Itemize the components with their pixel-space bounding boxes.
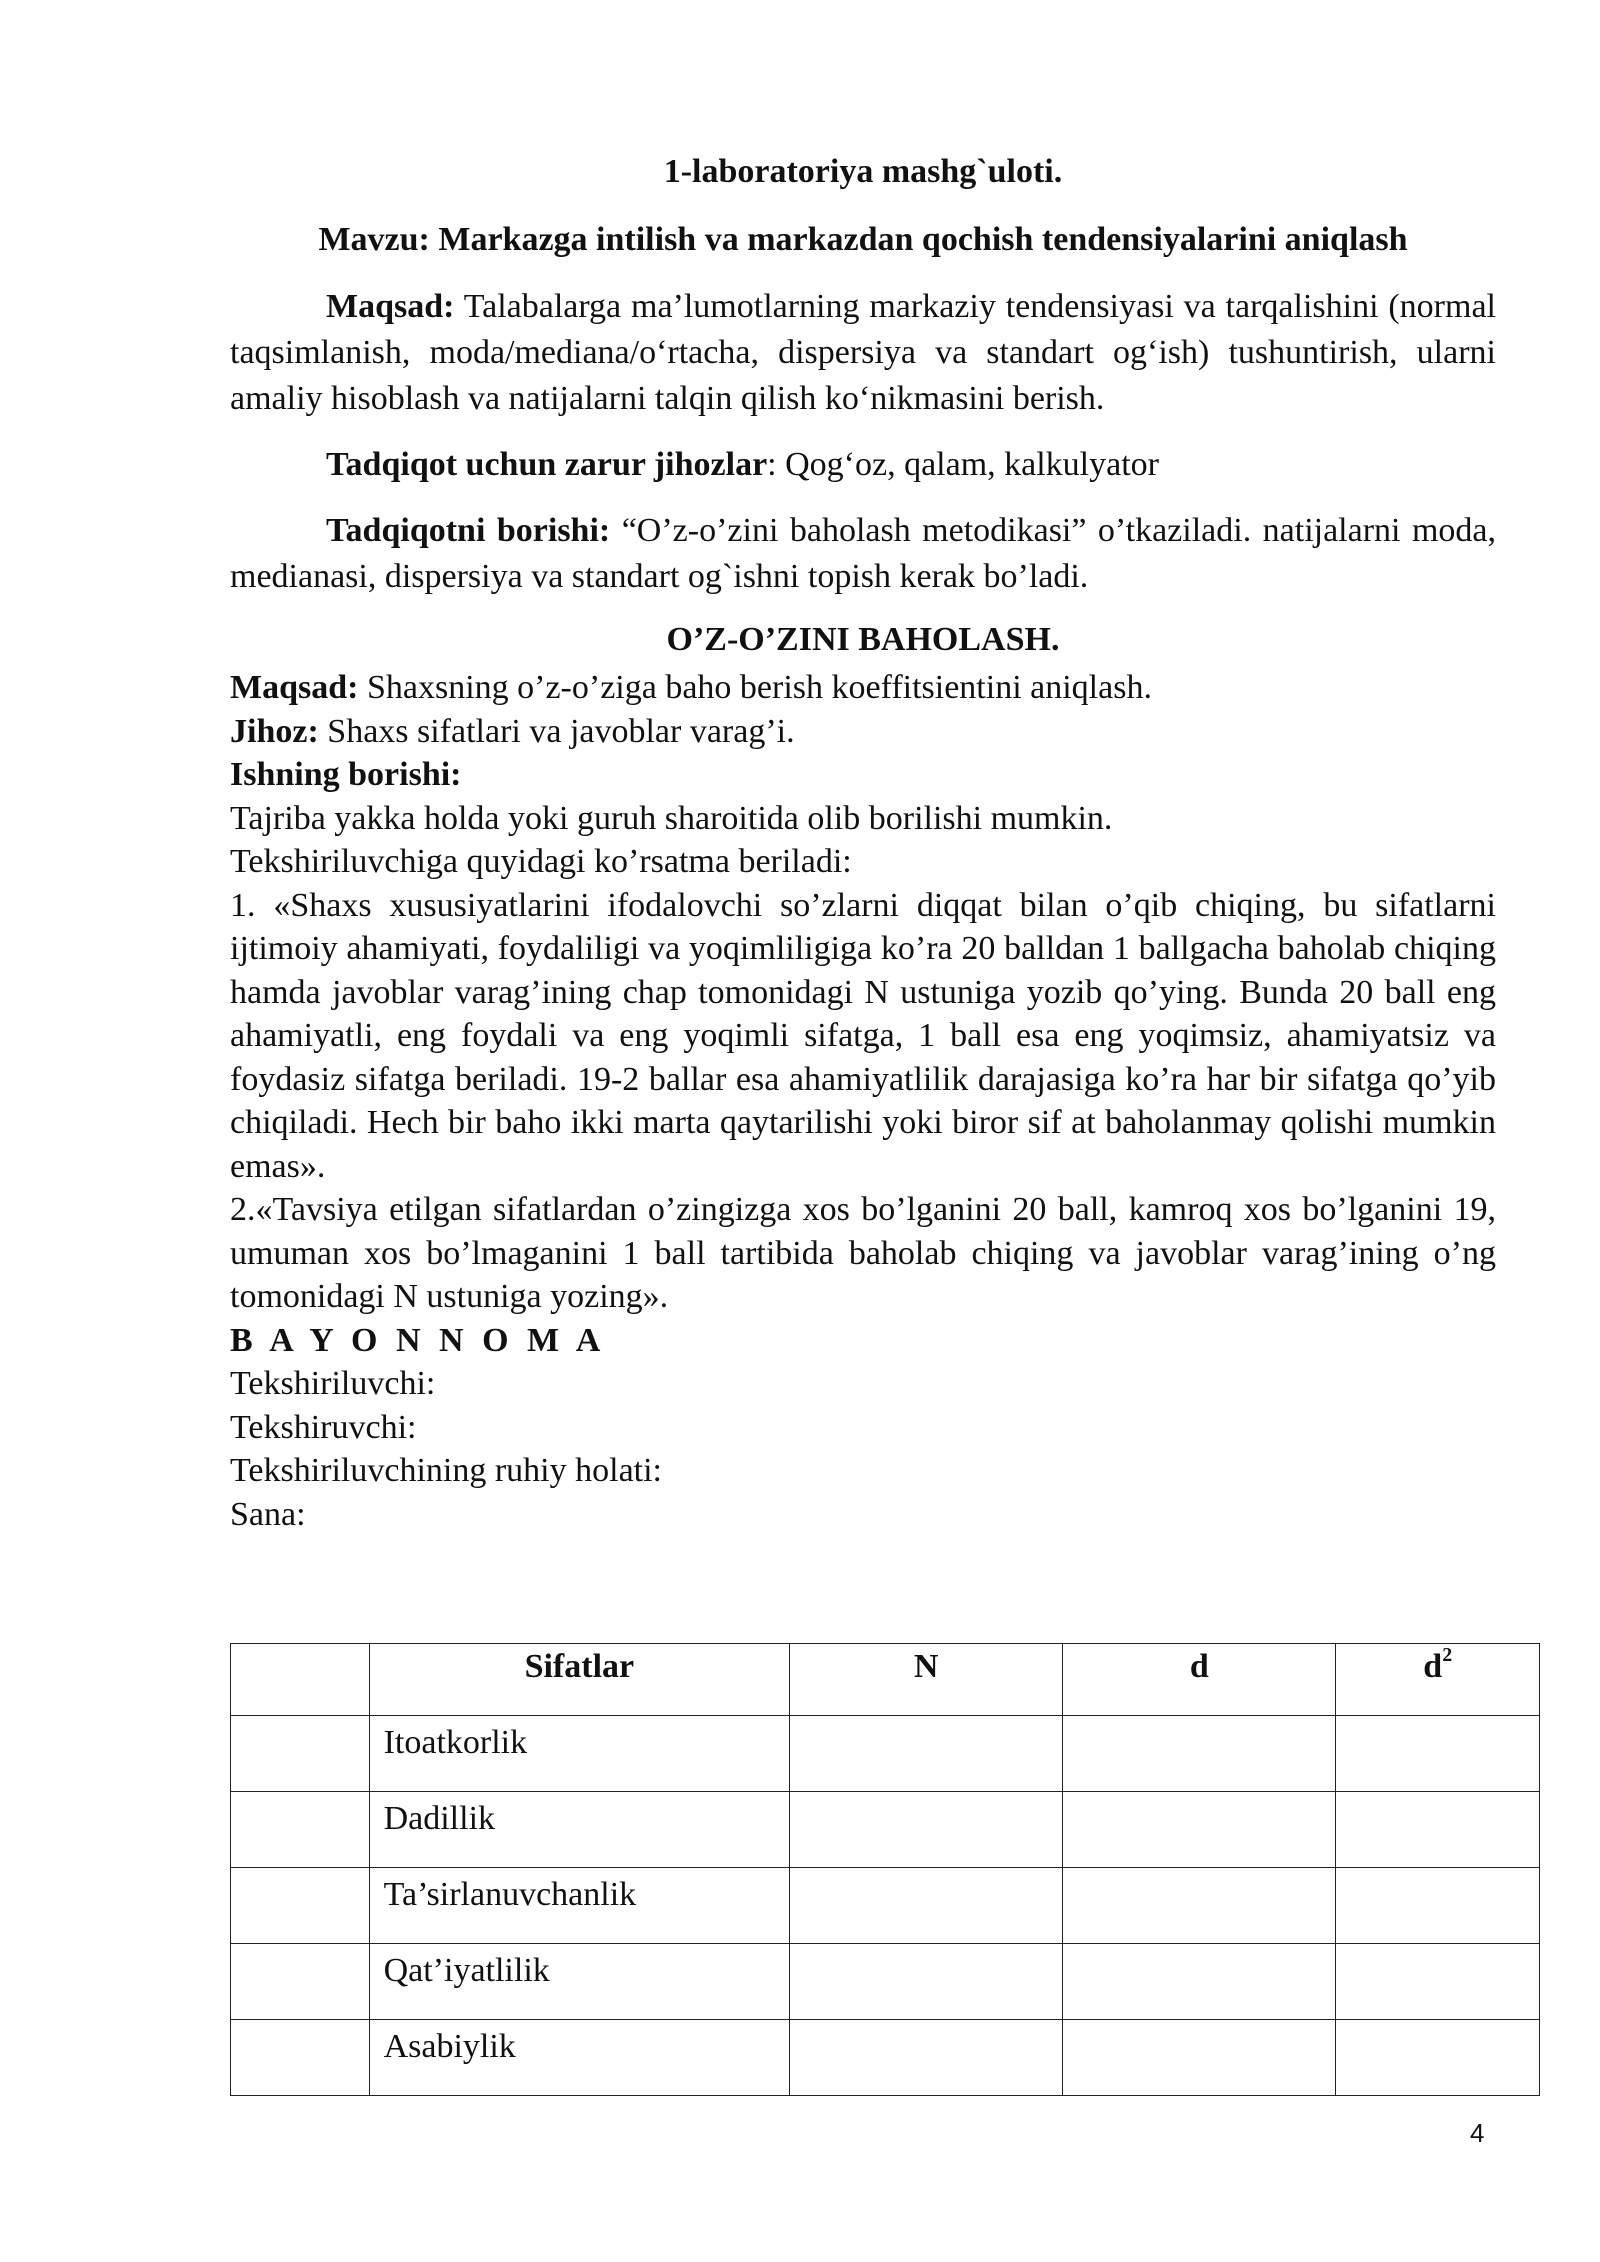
n-cell: [790, 1944, 1063, 2020]
goal-paragraph: [230, 284, 1496, 422]
report-heading: B A Y O N N O M A: [230, 1321, 606, 1359]
lab-title: 1-laboratoriya mashg`uloti.: [663, 153, 1063, 190]
section-equipment-label: Jihoz:: [230, 712, 319, 750]
d2-cell: [1336, 2020, 1540, 2096]
header-qualities: Sifatlar: [369, 1644, 790, 1716]
section-equipment: [230, 710, 1496, 754]
d2-cell: [1336, 1792, 1540, 1868]
quality-cell: Asabiylik: [369, 2020, 790, 2096]
header-d: d: [1063, 1644, 1336, 1716]
section-equipment-text: Shaxs sifatlari va javoblar varag’i.: [318, 712, 795, 750]
row-number-cell: [231, 1792, 370, 1868]
section-goal-label: Maqsad:: [230, 669, 359, 706]
row-number-cell: [231, 1944, 370, 2020]
d-cell: [1063, 1944, 1336, 2020]
table-header-row: [231, 1644, 1540, 1716]
equipment-text: : Qog‘oz, qalam, kalkulyator: [767, 446, 1159, 483]
work-label: Ishning borishi:: [230, 756, 462, 793]
header-d-squared: [1336, 1644, 1540, 1716]
instruction-2: 2.«Tavsiya etilgan sifatlardan o’zingizga xos bo’lganini 20 ball, kamroq xos bo’lganini 19, umuman xos bo’lmaganini 1 ball tartibida baholab chiqing va javoblar varag’ining o’ng tomonidagi N ustuniga yozing».: [230, 1191, 1496, 1315]
date-field: Sana:: [230, 1495, 306, 1533]
d-cell: [1063, 2020, 1336, 2096]
d-cell: [1063, 1792, 1336, 1868]
instruction-1: 1. «Shaxs xususiyatlarini ifodalovchi so’zlarni diqqat bilan o’qib chiqing, bu sifatlarni ijtimoiy ahamiyati, foydaliligi va yoqimliligiga ko’ra 20 balldan 1 ballgacha baholab chiqing hamda javoblar varag’ining chap tomonidagi N ustuniga yozib qo’ying. Bunda 20 ball eng ahamiyatli, eng foydali va eng yoqimli sifatga, 1 ball esa eng yoqimsiz, ahamiyatsiz va foydasiz sifatga beriladi. 19-2 ballar esa ahamiyatlilik darajasiga ko’ra har bir sifatga qo’yib chiqiladi. Hech bir baho ikki marta qaytarilishi yoki biror sif at baholanmay qolishi mumkin emas».: [230, 886, 1496, 1185]
state-field: Tekshiriluvchining ruhiy holati:: [230, 1452, 663, 1489]
table-row: [231, 1716, 1540, 1792]
procedure-label: Tadqiqotni borishi:: [326, 512, 611, 549]
section-heading: O’Z-O’ZINI BAHOLASH.: [666, 621, 1060, 658]
equipment-paragraph: [230, 442, 1496, 488]
goal-text: Talabalarga ma’lumotlarning markaziy tendensiyasi va tarqalishini (normal taqsimlanish, moda/mediana/o‘rtacha, dispersiya va standart og‘ish) tushuntirish, ularni amaliy hisoblash va natijalarni talqin qilish ko‘nikmasini berish.: [230, 288, 1496, 417]
examiner-field: Tekshiruvchi:: [230, 1408, 417, 1446]
table-row: [231, 1868, 1540, 1944]
qualities-table: [230, 1643, 1540, 2096]
row-number-cell: [231, 1868, 370, 1944]
topic-title: Mavzu: Markazga intilish va markazdan qochish tendensiyalarini aniqlash: [318, 221, 1408, 258]
procedure-text: “O’z-o’zini baholash metodikasi” o’tkaziladi. natijalarni moda, medianasi, dispersiya va standart og`ishni topish kerak bo’ladi.: [230, 512, 1496, 595]
n-cell: [790, 1792, 1063, 1868]
goal-label: Maqsad:: [326, 288, 455, 325]
d2-cell: [1336, 1944, 1540, 2020]
n-cell: [790, 2020, 1063, 2096]
row-number-cell: [231, 2020, 370, 2096]
n-cell: [790, 1716, 1063, 1792]
section-goal: [230, 666, 1496, 710]
procedure-paragraph: [230, 508, 1496, 600]
quality-cell: Qat’iyatlilik: [369, 1944, 790, 2020]
header-n: N: [790, 1644, 1063, 1716]
d-cell: [1063, 1716, 1336, 1792]
quality-cell: Ta’sirlanuvchanlik: [369, 1868, 790, 1944]
section-goal-text: Shaxsning o’z-o’ziga baho berish koeffitsientini aniqlash.: [358, 669, 1152, 706]
d2-cell: [1336, 1868, 1540, 1944]
quality-cell: Dadillik: [369, 1792, 790, 1868]
page-number: 4: [1470, 2118, 1485, 2148]
equipment-label: Tadqiqot uchun zarur jihozlar: [326, 446, 768, 483]
document-body: [230, 150, 1496, 1536]
d2-cell: [1336, 1716, 1540, 1792]
header-d2-sup: 2: [1442, 1644, 1453, 1666]
quality-cell: Itoatkorlik: [369, 1716, 790, 1792]
header-d2-base: d: [1423, 1648, 1443, 1685]
header-blank: [231, 1644, 370, 1716]
work-line-1: Tajriba yakka holda yoki guruh sharoitida olib borilishi mumkin.: [230, 799, 1113, 837]
table-row: [231, 1944, 1540, 2020]
work-line-2: Tekshiriluvchiga quyidagi ko’rsatma beriladi:: [230, 843, 852, 880]
table-row: [231, 1792, 1540, 1868]
n-cell: [790, 1868, 1063, 1944]
subject-field: Tekshiriluvchi:: [230, 1365, 436, 1402]
table-row: [231, 2020, 1540, 2096]
row-number-cell: [231, 1716, 370, 1792]
d-cell: [1063, 1868, 1336, 1944]
